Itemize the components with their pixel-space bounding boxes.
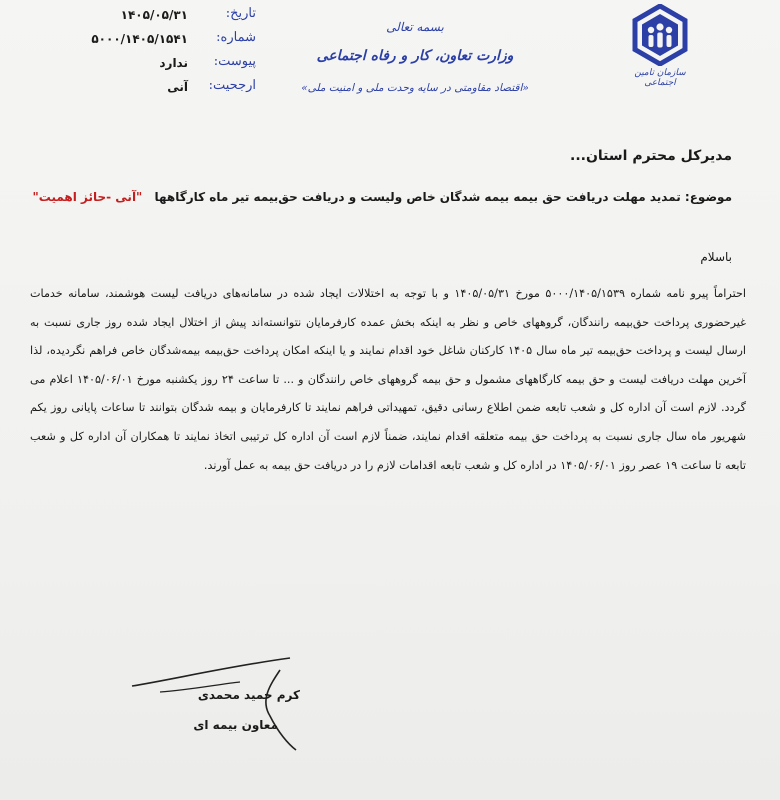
meta-number-label: شماره: <box>216 30 256 45</box>
meta-attachment-value: ندارد <box>159 56 188 70</box>
meta-priority-value: آنی <box>167 80 188 94</box>
basmala: بسمه تعالی <box>386 20 444 34</box>
meta-attachment <box>30 54 270 78</box>
ministry-header <box>290 20 540 94</box>
subject-text: موضوع: تمدید مهلت دریافت حق بیمه بیمه شدگان خاص ولیست و دریافت حق‌بیمه تیر ماه کارگاهها <box>154 190 732 204</box>
urgent-badge: "آنی -حائز اهمیت" <box>32 190 143 204</box>
signature-block <box>120 640 320 760</box>
signatory-title: معاون بیمه ای <box>193 718 278 732</box>
meta-date-label: تاریخ: <box>225 6 256 21</box>
letter-meta <box>30 6 270 102</box>
meta-date-value: ۱۴۰۵/۰۵/۳۱ <box>120 8 188 22</box>
meta-number <box>30 30 270 54</box>
subject-line <box>32 190 732 204</box>
meta-priority-label: ارجحیت: <box>208 78 256 93</box>
letter-body: احتراماً پیرو نامه شماره ۵۰۰۰/۱۴۰۵/۱۵۳۹ مورخ ۱۴۰۵/۰۵/۳۱ و با توجه به اختلالات ایجاد شده در سامانه‌های دریافت لیست هوشمند، سامانه خدمات غیرحضوری پرداخت حق‌بیمه رانندگان، گروههای خاص و نظر به اینکه بخش عمده کارفرمایان نتوانسته‌اند پیش از اختلال ایجاد شده روز جاری نسبت به ارسال لیست و پرداخت حق‌بیمه تیر ماه سال ۱۴۰۵ کارکنان شاغل خود اقدام نمایند و یا اینکه امکان پرداخت حق‌بیمه بیمه‌شدگان خاص فراهم نگردیده، لذا آخرین مهلت دریافت لیست و حق بیمه کارگاههای مشمول و حق بیمه گروههای خاص رانندگان و ... تا ساعت ۲۴ روز یکشنبه مورخ ۱۴۰۵/۰۶/۰۱ اعلام می گردد. لازم است آن اداره کل و شعب تابعه ضمن اطلاع رسانی دقیق، تمهیداتی فراهم نمایند تا کارفرمایان و بیمه شدگان بتوانند تا ساعات پایانی روز یکم شهریور ماه سال جاری نسبت به پرداخت حق بیمه متعلقه اقدام نمایند، ضمناً لازم است آن اداره کل ترتیبی اتخاذ نمایند تا همکاران آن اداره کل و شعب تابعه تا ساعت ۱۹ عصر روز ۱۴۰۵/۰۶/۰۱ در اداره کل و شعب تابعه اقدامات لازم را در دریافت حق بیمه به عمل آورند. <box>30 287 746 472</box>
recipient: مدیرکل محترم استان... <box>570 148 732 164</box>
meta-attachment-label: پیوست: <box>213 54 256 69</box>
social-security-logo-icon <box>629 4 691 66</box>
meta-number-value: ۵۰۰۰/۱۴۰۵/۱۵۴۱ <box>91 32 188 46</box>
slogan: «اقتصاد مقاومتی در سایه وحدت ملی و امنیت ملی» <box>301 82 529 94</box>
organization-logo <box>620 4 700 88</box>
logo-caption: سازمان تامین اجتماعی <box>634 68 686 88</box>
meta-priority <box>30 78 270 102</box>
greeting: باسلام <box>700 250 732 264</box>
signatory-name: کرم حمید محمدی <box>197 688 300 702</box>
meta-date <box>30 6 270 30</box>
ministry-name: وزارت تعاون، کار و رفاه اجتماعی <box>316 48 514 64</box>
